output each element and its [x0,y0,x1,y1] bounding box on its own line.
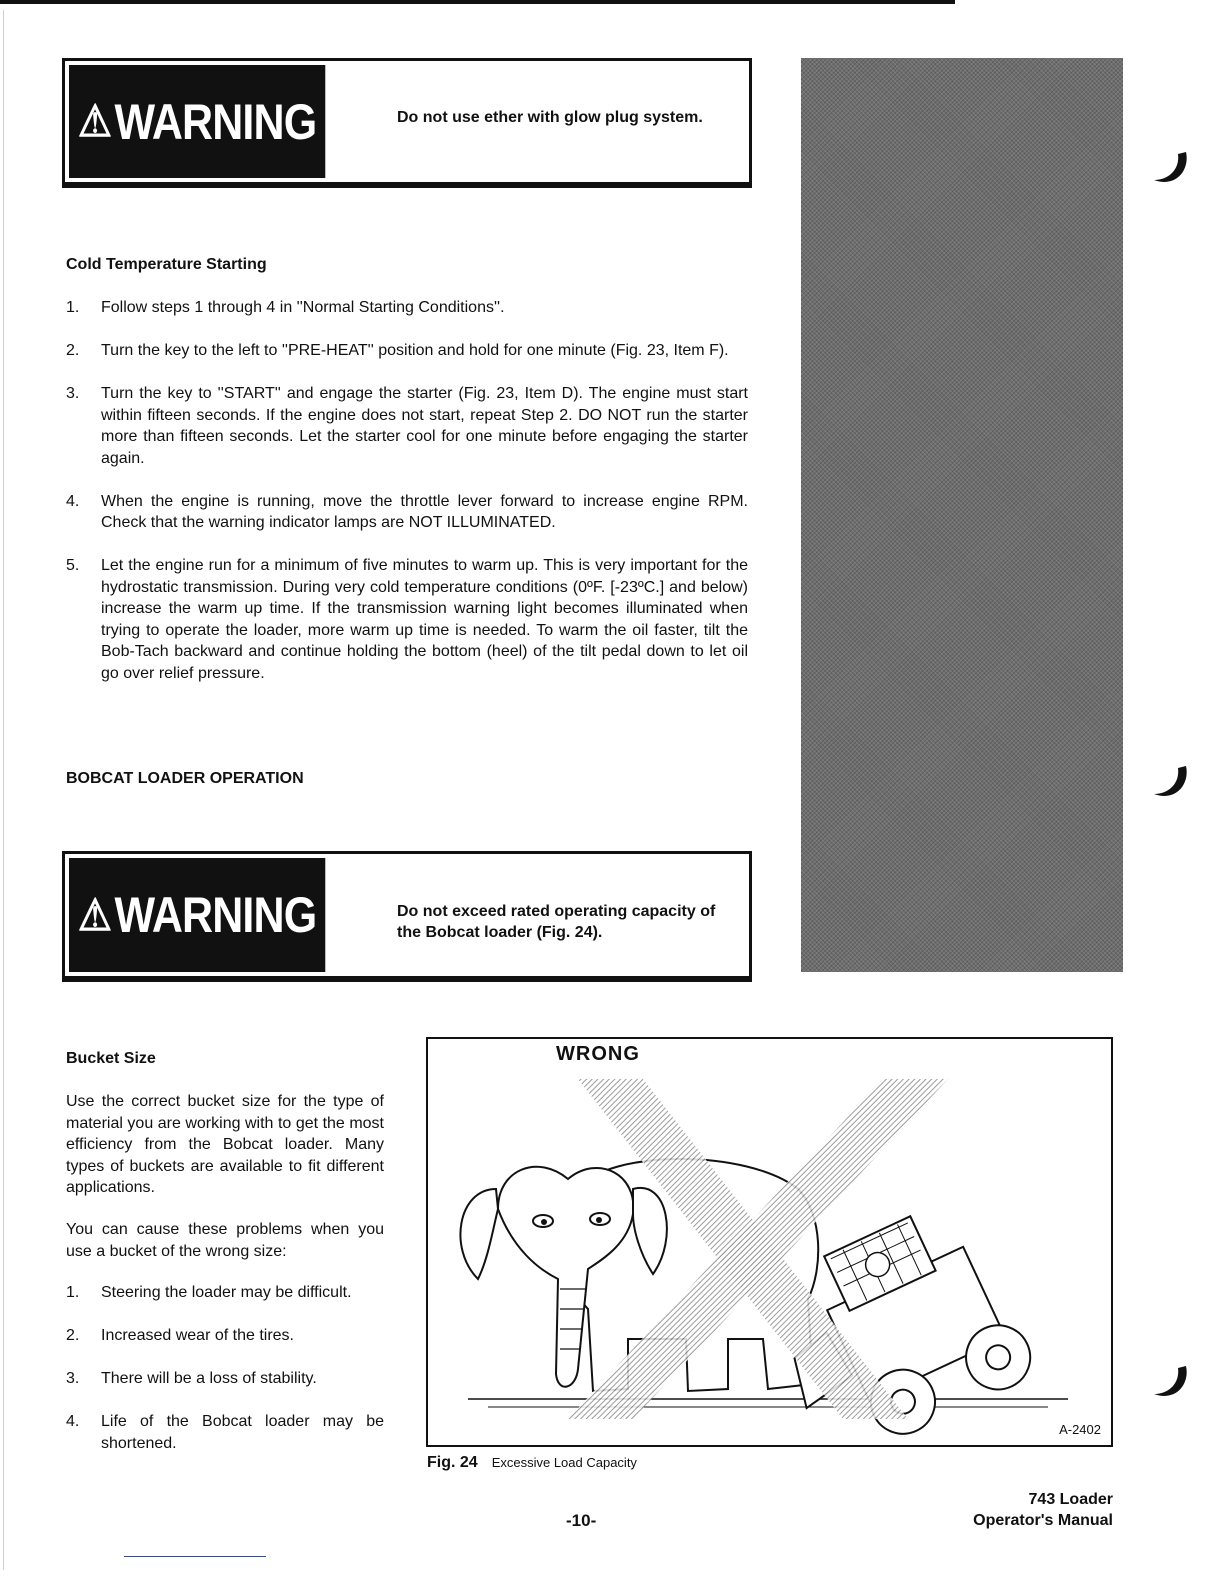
warning-box-ether [62,58,752,188]
cold-start-heading: Cold Temperature Starting [66,256,267,273]
warning-label [69,65,325,178]
elephant-loader-illustration [428,1039,1111,1445]
cold-start-steps [66,297,748,706]
step-text: There will be a loss of stability. [101,1370,317,1387]
page-number: -10- [566,1511,597,1530]
wrong-label: WRONG [556,1043,640,1065]
figure-number: Fig. 24 [427,1454,478,1471]
warning-text: Do not exceed rated operating capacity of the Bobcat loader (Fig. 24). [397,903,716,941]
step-number: 3. [66,1370,80,1387]
figure-caption-text: Excessive Load Capacity [491,1455,637,1470]
warning-triangle-icon: ⚠ [77,890,112,940]
bucket-paragraph: Use the correct bucket size for the type of material you are working with to get the most efficiency from the Bobcat loader. Many types of buckets are available to fit different applications. [66,1093,384,1196]
bucket-problems [66,1282,384,1476]
operation-heading: BOBCAT LOADER OPERATION [66,770,304,787]
figure-caption [427,1454,637,1472]
list-item [66,1411,384,1454]
list-item [66,1325,384,1347]
top-rule [0,0,955,4]
warning-triangle-icon: ⚠ [77,97,112,146]
figure-excessive-load [426,1037,1113,1447]
step-text: Turn the key to ''START'' and engage the starter (Fig. 23, Item D). The engine must start within fifteen seconds. If the engine does not start, repeat Step 2. DO NOT run the starter more than fifteen seconds. Let the starter cool for one minute before engaging the starter again. [101,385,748,467]
step-text: Let the engine run for a minimum of five minutes to warm up. This is very important for the hydrostatic transmission. During very cold temperature conditions (0ºF. [-23ºC.] and below) increase the warm up time. If the transmission warning light becomes illuminated when trying to operate the loader, more warm up time is needed. To warm the oil faster, tilt the Bob-Tach backward and continue holding the bottom (heel) of the tilt pedal down to let oil go over relief pressure. [101,557,748,682]
binder-mark-icon [1150,148,1190,188]
step-text: Turn the key to the left to ''PRE-HEAT'' position and hold for one minute (Fig. 23, Item F). [101,342,729,359]
warning-text: Do not use ether with glow plug system. [397,109,703,126]
warning-label-text: WARNING [114,887,317,943]
step-text: Steering the loader may be difficult. [101,1284,352,1301]
warning-label-text: WARNING [114,93,317,150]
list-item [66,1368,384,1390]
footer-model: 743 Loader [1028,1491,1113,1508]
step-number: 2. [66,1327,80,1344]
list-item [66,1282,384,1304]
step-text: Follow steps 1 through 4 in ''Normal Starting Conditions''. [101,299,505,316]
section-tab-stripe [801,58,1123,972]
manual-footer [973,1489,1113,1531]
list-item [66,340,748,362]
list-item [66,491,748,534]
list-item [66,383,748,469]
bucket-paragraph: You can cause these problems when you use a bucket of the wrong size: [66,1221,384,1260]
step-number: 3. [66,385,80,402]
binder-mark-icon [1150,762,1190,802]
bucket-heading: Bucket Size [66,1050,156,1067]
step-number: 1. [66,299,80,316]
bottom-rule [124,1556,266,1557]
figure-code: A-2402 [1059,1422,1101,1437]
footer-manual: Operator's Manual [973,1512,1113,1529]
step-number: 4. [66,1413,80,1430]
step-number: 1. [66,1284,80,1301]
step-text: When the engine is running, move the throttle lever forward to increase engine RPM. Check that the warning indicator lamps are NOT ILLUMINATED. [101,492,748,531]
list-item [66,297,748,319]
warning-box-capacity [62,851,752,982]
step-text: Increased wear of the tires. [101,1327,294,1344]
step-number: 4. [66,492,80,510]
step-number: 2. [66,342,80,359]
step-text: Life of the Bobcat loader may be shortened. [101,1413,384,1452]
scan-edge [3,10,4,1570]
step-number: 5. [66,557,80,574]
binder-mark-icon [1150,1362,1190,1402]
warning-label [69,858,325,972]
list-item [66,555,748,684]
elephant-ear [460,1189,498,1279]
